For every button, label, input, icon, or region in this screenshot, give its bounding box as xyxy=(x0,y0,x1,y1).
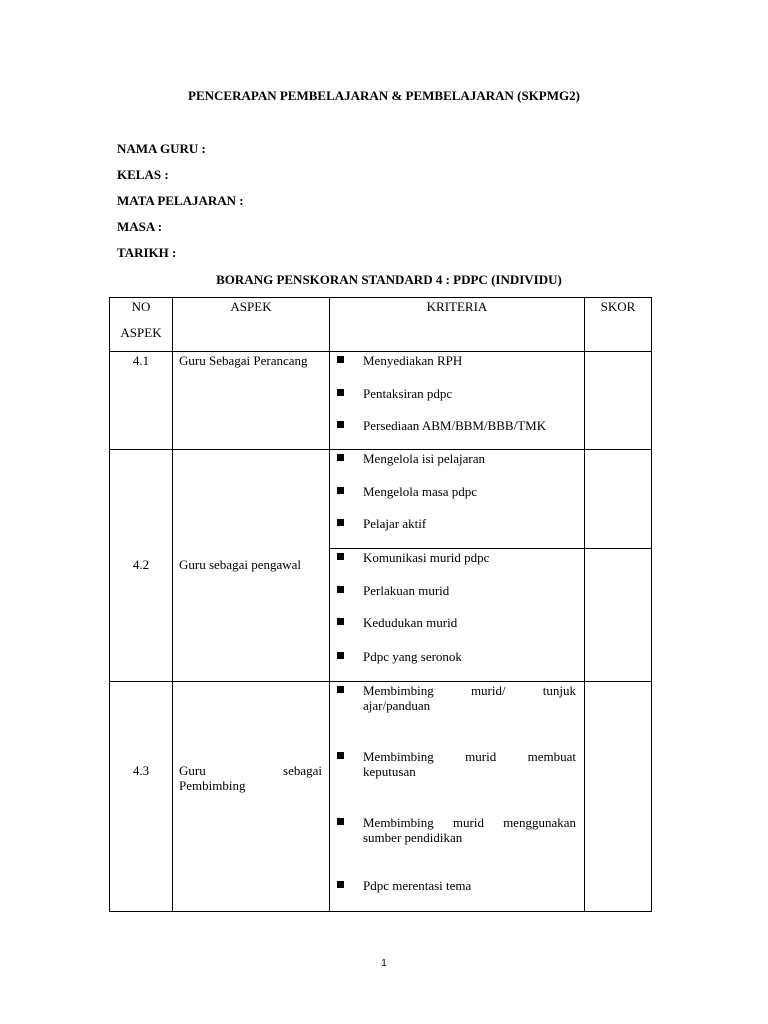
row-number: 4.1 xyxy=(132,353,150,368)
row-aspek-word-2: sebagai xyxy=(283,763,322,778)
kriteria-item-line-1: Membimbing murid menggunakan xyxy=(363,815,576,830)
field-kelas: KELAS : xyxy=(117,167,169,182)
row-number: 4.2 xyxy=(132,557,150,572)
kriteria-item: Mengelola isi pelajaran xyxy=(363,451,486,466)
header-no: NO xyxy=(131,299,151,314)
page-number: 1 xyxy=(381,958,387,969)
kriteria-item: Persediaan ABM/BBM/BBB/TMK xyxy=(363,418,547,433)
kriteria-item: Perlakuan murid xyxy=(363,583,450,598)
header-aspek: ASPEK xyxy=(230,299,272,314)
bullet-icon xyxy=(337,618,344,625)
bullet-icon xyxy=(337,356,344,363)
field-masa: MASA : xyxy=(117,219,163,234)
header-skor: SKOR xyxy=(600,299,636,314)
header-kriteria: KRITERIA xyxy=(426,299,488,314)
bullet-icon xyxy=(337,519,344,526)
field-nama-guru: NAMA GURU : xyxy=(117,141,206,156)
bullet-icon xyxy=(337,586,344,593)
kriteria-item-line-1: Pdpc merentasi tema xyxy=(363,878,472,893)
bullet-icon xyxy=(337,752,344,759)
kriteria-item: Pelajar aktif xyxy=(363,516,427,531)
bullet-icon xyxy=(337,553,344,560)
kriteria-item: Pdpc yang seronok xyxy=(363,649,462,664)
row-aspek: Guru Sebagai Perancang xyxy=(179,353,308,368)
kriteria-item-line-2: keputusan xyxy=(363,764,416,779)
bullet-icon xyxy=(337,818,344,825)
kriteria-item: Menyediakan RPH xyxy=(363,353,463,368)
bullet-icon xyxy=(337,421,344,428)
kriteria-item-line-2: sumber pendidikan xyxy=(363,830,463,845)
row-number: 4.3 xyxy=(132,763,150,778)
bullet-icon xyxy=(337,652,344,659)
kriteria-item-line-1: Membimbing murid/ tunjuk xyxy=(363,683,576,698)
bullet-icon xyxy=(337,686,344,693)
bullet-icon xyxy=(337,389,344,396)
row-aspek: Guru sebagai pengawal xyxy=(179,557,302,572)
kriteria-item-line-1: Membimbing murid membuat xyxy=(363,749,576,764)
bullet-icon xyxy=(337,487,344,494)
bullet-icon xyxy=(337,881,344,888)
field-mata-pelajaran: MATA PELAJARAN : xyxy=(117,193,244,208)
kriteria-item: Mengelola masa pdpc xyxy=(363,484,478,499)
document-title: PENCERAPAN PEMBELAJARAN & PEMBELAJARAN (SKPMG2) xyxy=(188,88,580,103)
header-no-aspek: ASPEK xyxy=(120,325,162,340)
kriteria-item-line-2: ajar/panduan xyxy=(363,698,431,713)
kriteria-item: Pentaksiran pdpc xyxy=(363,386,453,401)
bullet-icon xyxy=(337,454,344,461)
form-subtitle: BORANG PENSKORAN STANDARD 4 : PDPC (INDIVIDU) xyxy=(216,272,562,287)
row-aspek-line-2: Pembimbing xyxy=(179,778,246,793)
field-tarikh: TARIKH : xyxy=(117,245,177,260)
row-aspek-word-1: Guru xyxy=(179,763,206,778)
kriteria-item: Komunikasi murid pdpc xyxy=(363,550,490,565)
kriteria-item: Kedudukan murid xyxy=(363,615,458,630)
